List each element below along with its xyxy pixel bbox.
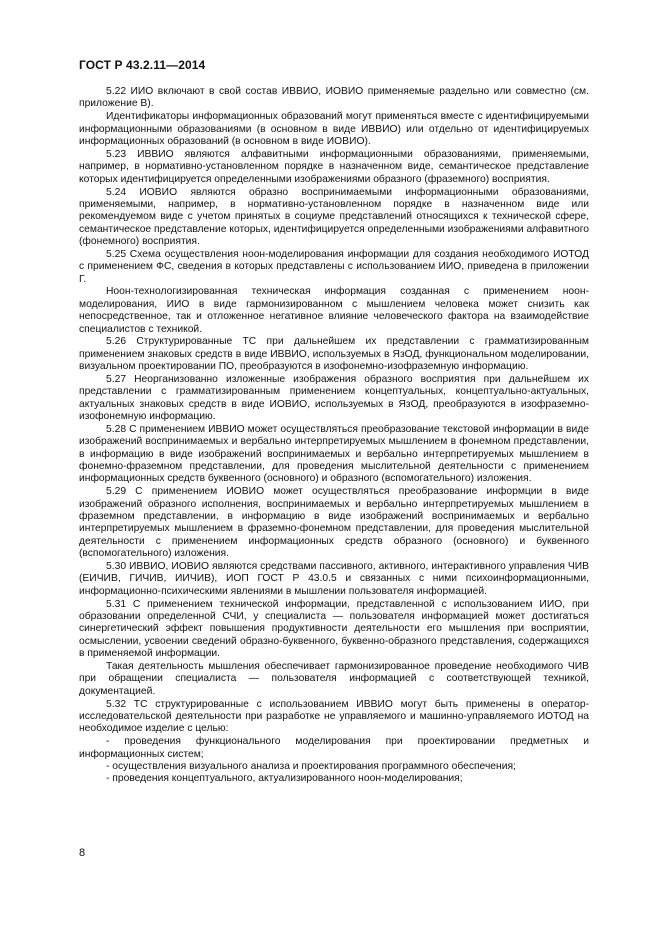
paragraph-5-32: 5.32 ТС структурированные с использованием ИВВИО могут быть применены в оператор-исследовательской деятельности при разработке не управляемого и машинно-управляемого ИОТОД на необходимое изделие с целью: — [79, 698, 589, 735]
paragraph-5-22: 5.22 ИИО включают в свой состав ИВВИО, ИОВИО применяемые раздельно или совместно (см. приложение В). — [79, 86, 589, 110]
paragraph-5-23: 5.23 ИВВИО являются алфавитными информационными образованиями, применяемыми, например, в нормативно-установленном порядке в назначенном виде, семантическое представление которых идентифицируется определенными изображениями образного (фраземного) восприятия. — [79, 148, 589, 185]
paragraph-5-28: 5.28 С применением ИВВИО может осуществляться преобразование текстовой информации в виде изображений воспринимаемых и вербально интерпретируемых мышлением в фонемном представлении, в информацию в виде изображений воспринимаемых и вербально интерпретируемых мышлением в фонемно-фраземном представлении, для проведения мыслительной деятельности с применением информационных средств буквенного (основного) и образного (вспомогательного) изложения. — [79, 424, 589, 485]
document-body — [79, 86, 589, 786]
paragraph-thinking-activity: Такая деятельность мышления обеспечивает гармонизированное проведение необходимого ЧИВ при обращении специалиста — пользователя информацией с соответствующей техникой, документацией. — [79, 660, 589, 697]
paragraph-5-30: 5.30 ИВВИО, ИОВИО являются средствами пассивного, активного, интерактивного управления ЧИВ (ЕИЧИВ, ГИЧИВ, ИИЧИВ), ИОП ГОСТ Р 43.0.5 и связанных с ними психоинформационными, информационно-психическими явлениями в мышлении пользователя информацией. — [79, 561, 589, 597]
paragraph-5-31: 5.31 С применением технической информации, представленной с использованием ИИО, при образовании определенной СЧИ, у специалиста — пользователя информацией может достигаться синергетический эффект повышения продуктивности деятельности его мышления при восприятии, осмыслении, усвоении сведений образно-буквенного, буквенно-образного представления, содержащихся в применяемой информации. — [79, 598, 589, 659]
list-item: - проведения концептуального, актуализированного ноон-моделирования; — [106, 773, 463, 785]
page-number: 8 — [79, 847, 86, 859]
paragraph-5-26: 5.26 Структурированные ТС при дальнейшем их представлении с грамматизированным применением знаковых средств в виде ИВВИО, используемых в ЯзОД, функциональном моделировании, визуальном проектировании ПО, преобразуются в изофонемно-изофраземную информацию. — [79, 336, 589, 373]
paragraph-5-24: 5.24 ИОВИО являются образно воспринимаемыми информационными образованиями, применяемыми, например, в нормативно-установленном порядке в назначенном виде или рекомендуемом виде с учетом принятых в социуме представлений относящихся к технической сфере, семантическое представление которых, идентифицируется определенными изображениями алфавитного (фонемного) восприятия. — [79, 186, 589, 247]
paragraph-5-27: 5.27 Неорганизованно изложенные изображения образного восприятия при дальнейшем их представлении с грамматизированным применением концептуальных, концептуально-актуальных, актуальных знаковых средств в виде ИОВИО, используемых в ЯзОД, преобразуются в изофраземно-изофонемную информацию. — [79, 374, 589, 423]
purpose-list — [79, 736, 589, 785]
paragraph-noon-technology: Ноон-технологизированная техническая информация созданная с применением ноон-моделирования, ИИО в виде гармонизированном с мышлением человека может снизить как непосредственное, так и отложенное негативное влияние человеческого фактора на взаимодействие специалистов с техникой. — [79, 286, 589, 335]
paragraph-5-25: 5.25 Схема осуществления ноон-моделирования информации для создания необходимого ИОТОД с применением ФС, сведения в которых представлены с использованием ИИО, приведена в приложении Г. — [79, 248, 589, 285]
list-item: - проведения функционального моделирования при проектировании предметных и информационных систем; — [79, 736, 589, 760]
list-item: - осуществления визуального анализа и проектирования программного обеспечения; — [106, 760, 516, 772]
paragraph-5-29: 5.29 С применением ИОВИО может осуществляться преобразование информции в виде изображений образного исполнения, воспринимаемых и вербально интерпретируемых мышлением в фраземном представлении, в информацию в виде изображений воспринимаемых и вербально интерпретируемых мышлением в фраземно-фонемном представлении, для проведения мыслительной деятельности с применением информационных средств образного (основного) и буквенного (вспомогательного) изложения. — [79, 486, 589, 560]
standard-designation: ГОСТ Р 43.2.11—2014 — [79, 58, 206, 72]
paragraph-identifiers: Идентификаторы информационных образований могут применяться вместе с идентифицируемыми информационными образованиями (в основном в виде ИВВИО) или отдельно от идентифицируемых информационных образований (в основном в виде ИОВИО). — [79, 111, 589, 147]
